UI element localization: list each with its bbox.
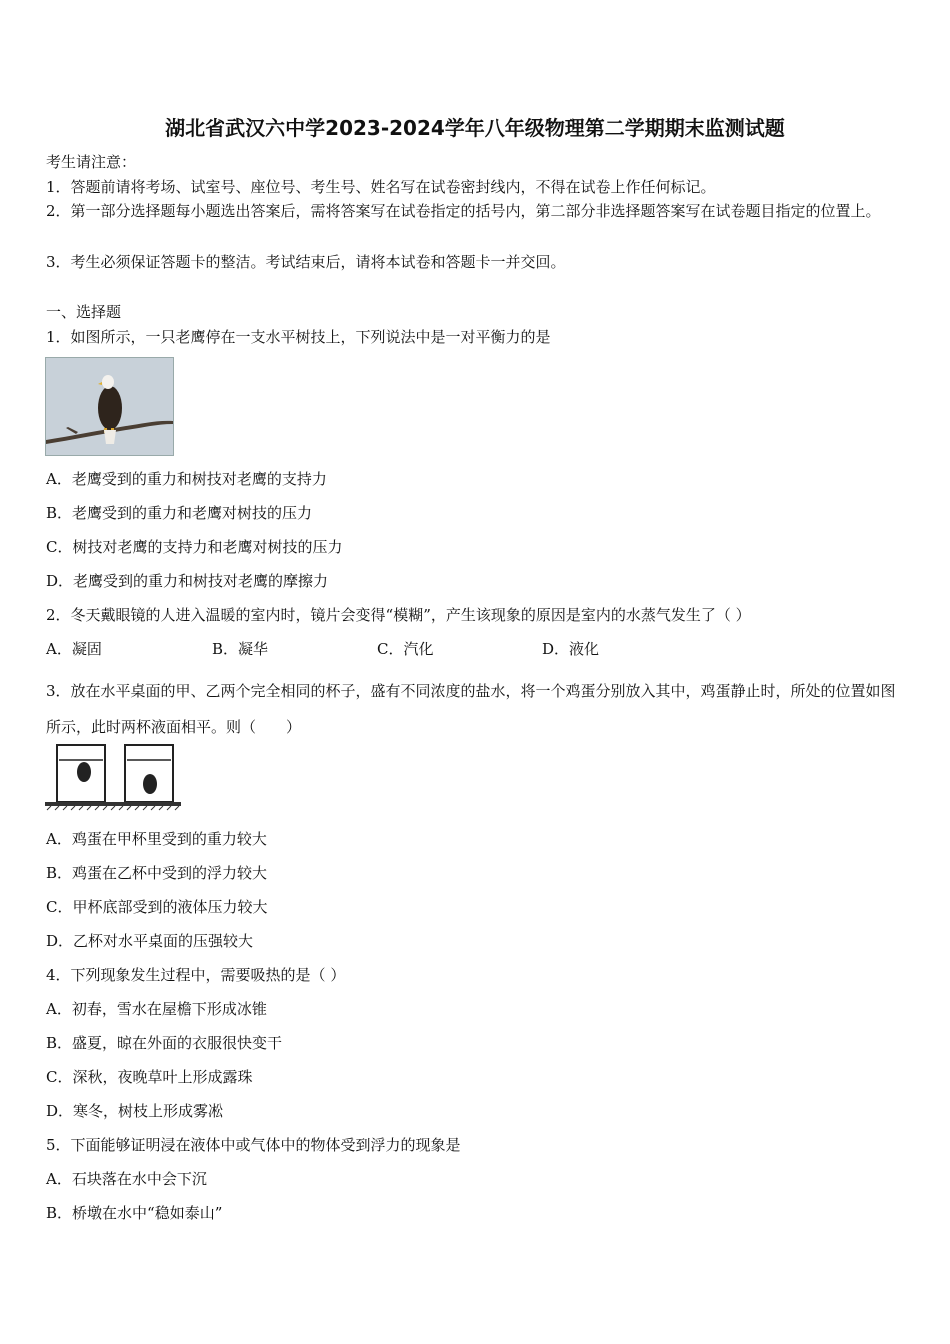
question-1-stem: 1．如图所示，一只老鹰停在一支水平树技上，下列说法中是一对平衡力的是 xyxy=(46,328,551,346)
question-4-option-a: A．初春，雪水在屋檐下形成冰锥 xyxy=(46,1000,267,1018)
question-3-option-d: D．乙杯对水平桌面的压强较大 xyxy=(46,932,254,950)
question-1-option-c: C．树技对老鹰的支持力和老鹰对树技的压力 xyxy=(46,538,343,556)
question-3-option-a: A．鸡蛋在甲杯里受到的重力较大 xyxy=(46,830,267,848)
question-5-option-a: A．石块落在水中会下沉 xyxy=(46,1170,207,1188)
question-1-option-d: D．老鹰受到的重力和树技对老鹰的摩擦力 xyxy=(46,572,329,590)
question-3-option-c: C．甲杯底部受到的液体压力较大 xyxy=(46,898,268,916)
notice-item-2: 2．第一部分选择题每小题选出答案后，需将答案写在试卷指定的括号内，第二部分非选择题答案写在试卷题目指定的位置上。 xyxy=(46,202,881,220)
question-2-stem: 2．冬天戴眼镜的人进入温暖的室内时，镜片会变得“模糊”，产生该现象的原因是室内的水蒸气发生了（ ） xyxy=(46,606,751,624)
question-5-option-b: B．桥墩在水中“稳如泰山” xyxy=(46,1204,223,1222)
eagle-image xyxy=(45,357,174,456)
question-4-option-c: C．深秋，夜晚草叶上形成露珠 xyxy=(46,1068,253,1086)
question-3-stem: 3．放在水平桌面的甲、乙两个完全相同的杯子，盛有不同浓度的盐水，将一个鸡蛋分别放入其中，鸡蛋静止时，所处的位置如图所示，此时两杯液面相平。则（ ） xyxy=(46,682,896,736)
question-3-option-b: B．鸡蛋在乙杯中受到的浮力较大 xyxy=(46,864,268,882)
notice-item-1: 1．答题前请将考场、试室号、座位号、考生号、姓名写在试卷密封线内，不得在试卷上作任何标记。 xyxy=(46,178,716,196)
page-title: 湖北省武汉六中学2023-2024学年八年级物理第二学期期末监测试题 xyxy=(165,116,785,140)
notice-item-3: 3．考生必须保证答题卡的整洁。考试结束后，请将本试卷和答题卡一并交回。 xyxy=(46,253,566,271)
question-2-option-a: A．凝固 xyxy=(46,640,102,658)
cups-figure xyxy=(45,742,181,812)
question-2-option-c: C．汽化 xyxy=(377,640,434,658)
question-2-option-b: B．凝华 xyxy=(212,640,269,658)
question-4-option-b: B．盛夏，晾在外面的衣服很快变干 xyxy=(46,1034,283,1052)
notice-heading: 考生请注意： xyxy=(46,153,137,171)
section-heading: 一、选择题 xyxy=(46,303,122,321)
question-4-stem: 4．下列现象发生过程中，需要吸热的是（ ） xyxy=(46,966,346,984)
question-1-option-a: A．老鹰受到的重力和树技对老鹰的支持力 xyxy=(46,470,327,488)
question-1-option-b: B．老鹰受到的重力和老鹰对树技的压力 xyxy=(46,504,313,522)
question-2-option-d: D．液化 xyxy=(542,640,600,658)
question-5-stem: 5．下面能够证明浸在液体中或气体中的物体受到浮力的现象是 xyxy=(46,1136,461,1154)
question-4-option-d: D．寒冬，树枝上形成雾凇 xyxy=(46,1102,224,1120)
